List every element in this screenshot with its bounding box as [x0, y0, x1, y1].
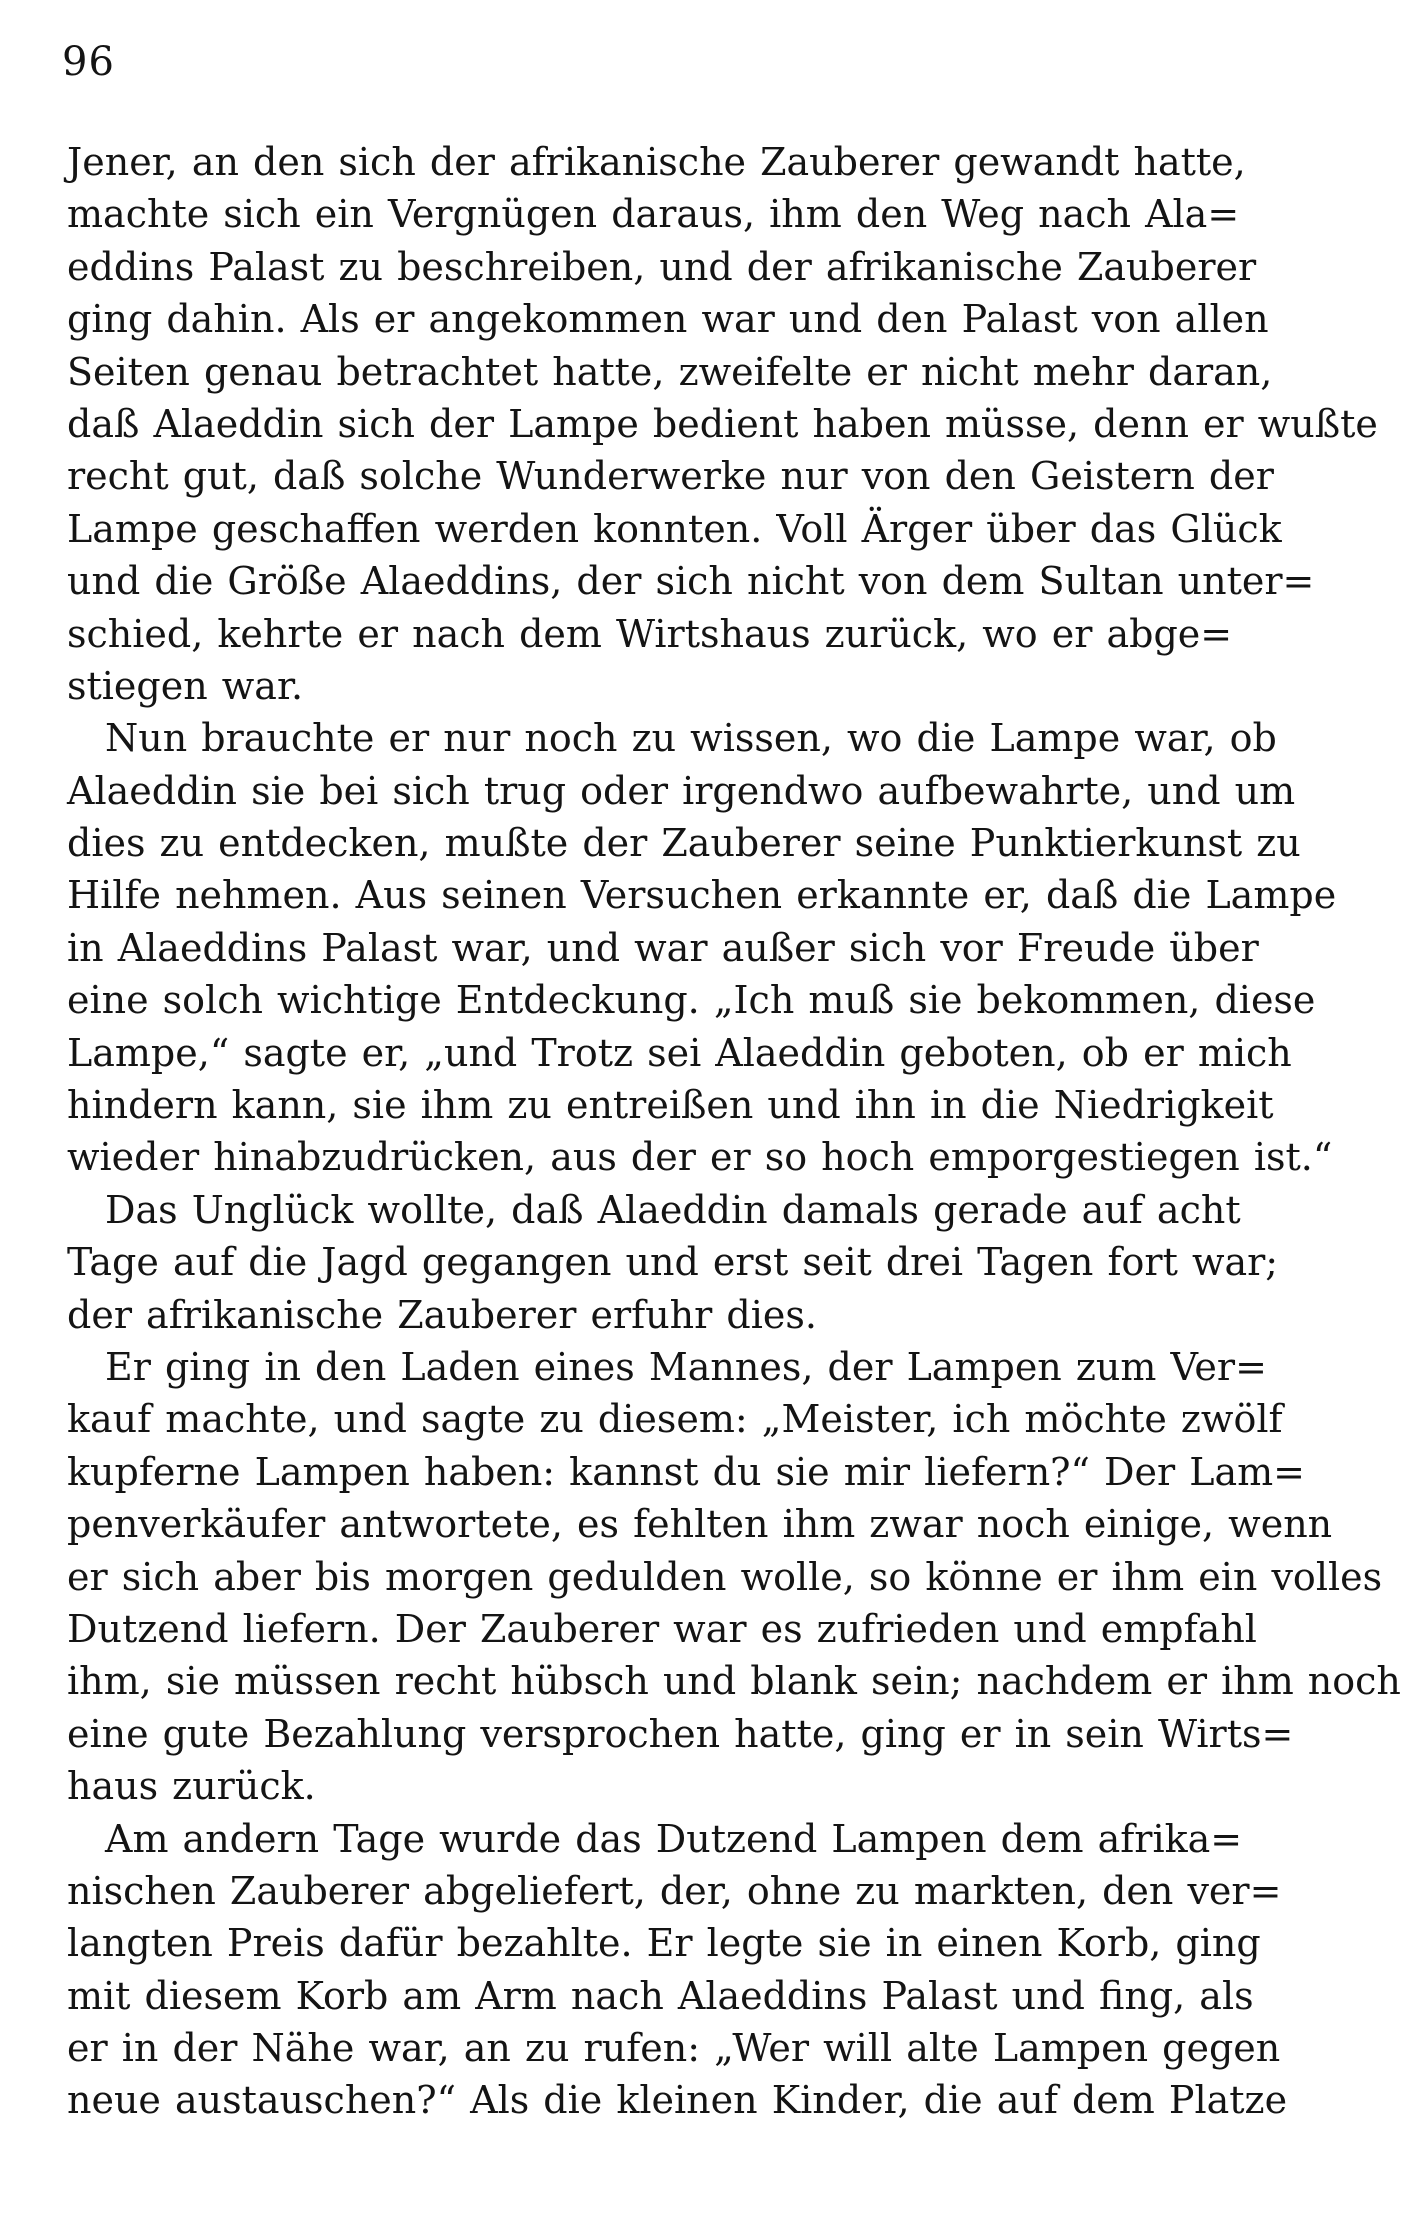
text-line: Dutzend liefern. Der Zauberer war es zufrieden und empfahl — [67, 1606, 1257, 1651]
page-text — [67, 136, 1401, 2127]
text-line: eine gute Bezahlung versprochen hatte, ging er in sein Wirts= — [67, 1711, 1294, 1756]
text-line: Tage auf die Jagd gegangen und erst seit drei Tagen fort war; — [67, 1240, 1279, 1285]
text-line: penverkäufer antwortete, es fehlten ihm zwar noch einige, wenn — [67, 1502, 1333, 1547]
text-line: Seiten genau betrachtet hatte, zweifelte er nicht mehr daran, — [67, 349, 1273, 394]
paragraph-start-line: Er ging in den Laden eines Mannes, der Lampen zum Ver= — [105, 1344, 1267, 1389]
text-line: dies zu entdecken, mußte der Zauberer seine Punktierkunst zu — [67, 821, 1301, 866]
text-line: Jener, an den sich der afrikanische Zauberer gewandt hatte, — [67, 140, 1246, 184]
text-line: hindern kann, sie ihm zu entreißen und ihn in die Niedrigkeit — [67, 1083, 1274, 1128]
paragraph-start-line: Am andern Tage wurde das Dutzend Lampen dem afrika= — [105, 1816, 1243, 1861]
text-line: stiegen war. — [67, 663, 304, 708]
paragraph-start-line: Das Unglück wollte, daß Alaeddin damals gerade auf acht — [105, 1187, 1241, 1232]
text-line: kauf machte, und sagte zu diesem: „Meister, ich möchte zwölf — [67, 1397, 1283, 1442]
text-line: ging dahin. Als er angekommen war und den Palast von allen — [67, 297, 1269, 342]
text-line: er in der Nähe war, an zu rufen: „Wer will alte Lampen gegen — [67, 2026, 1281, 2071]
text-line: Hilfe nehmen. Aus seinen Versuchen erkannte er, daß die Lampe — [67, 873, 1337, 918]
text-line: wieder hinabzudrücken, aus der er so hoch emporgestiegen ist.“ — [67, 1135, 1333, 1180]
paragraph-start-line: Nun brauchte er nur noch zu wissen, wo die Lampe war, ob — [105, 716, 1277, 761]
text-line: mit diesem Korb am Arm nach Alaeddins Palast und fing, als — [67, 1973, 1254, 2018]
text-line: eddins Palast zu beschreiben, und der afrikanische Zauberer — [67, 244, 1257, 289]
text-line: haus zurück. — [67, 1764, 316, 1809]
text-line: recht gut, daß solche Wunderwerke nur von den Geistern der — [67, 454, 1274, 499]
text-line: machte sich ein Vergnügen daraus, ihm den Weg nach Ala= — [67, 192, 1240, 237]
text-line: der afrikanische Zauberer erfuhr dies. — [67, 1292, 817, 1337]
page-number: 96 — [62, 39, 115, 85]
text-line: Alaeddin sie bei sich trug oder irgendwo aufbewahrte, und um — [67, 768, 1296, 813]
text-line: in Alaeddins Palast war, und war außer sich vor Freude über — [67, 925, 1259, 970]
text-line: eine solch wichtige Entdeckung. „Ich muß sie bekommen, diese — [67, 978, 1316, 1023]
text-line: schied, kehrte er nach dem Wirtshaus zurück, wo er abge= — [67, 611, 1233, 656]
text-line: Lampe geschaffen werden konnten. Voll Ärger über das Glück — [67, 506, 1282, 551]
text-line: ihm, sie müssen recht hübsch und blank sein; nachdem er ihm noch — [67, 1659, 1401, 1704]
text-line: langten Preis dafür bezahlte. Er legte sie in einen Korb, ging — [67, 1921, 1261, 1966]
text-line: neue austauschen?“ Als die kleinen Kinder, die auf dem Platze — [67, 2078, 1288, 2123]
text-line: kupferne Lampen haben: kannst du sie mir liefern?“ Der Lam= — [67, 1449, 1306, 1494]
text-line: nischen Zauberer abgeliefert, der, ohne zu markten, den ver= — [67, 1868, 1282, 1913]
text-line: und die Größe Alaeddins, der sich nicht von dem Sultan unter= — [67, 559, 1315, 604]
text-line: Lampe,“ sagte er, „und Trotz sei Alaeddin geboten, ob er mich — [67, 1030, 1292, 1075]
text-line: er sich aber bis morgen gedulden wolle, so könne er ihm ein volles — [67, 1554, 1383, 1599]
text-line: daß Alaeddin sich der Lampe bedient haben müsse, denn er wußte — [67, 401, 1378, 446]
